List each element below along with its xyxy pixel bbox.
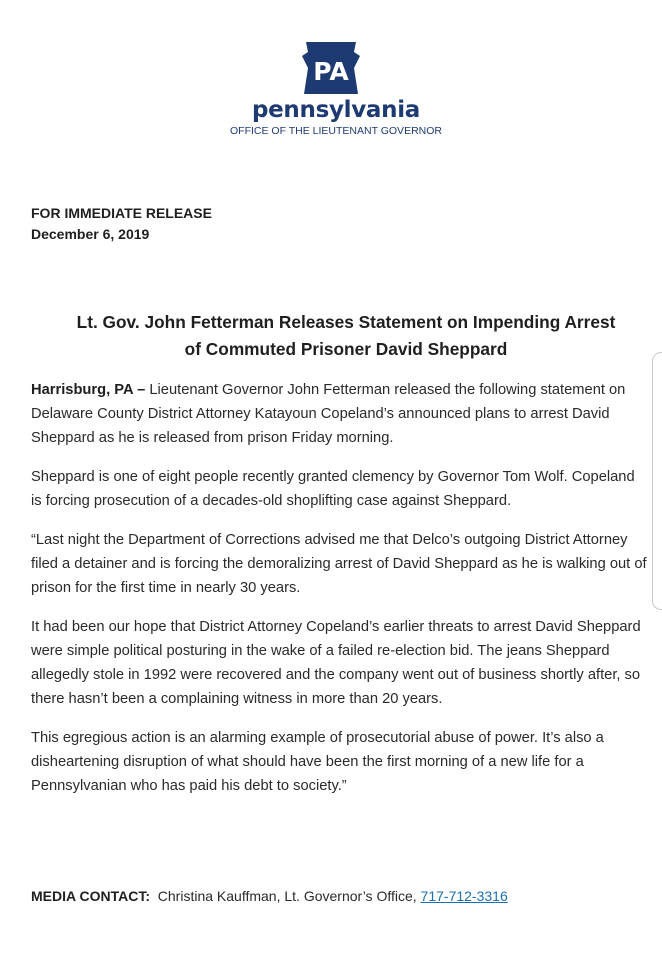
paragraph-1-text: Lieutenant Governor John Fetterman released the following statement on Delaware County District Attorney Katayoun Copeland’s announced plans to arrest David Sheppard as he is released from prison Friday morning. — [31, 382, 626, 446]
keystone-logo-icon — [302, 42, 360, 94]
media-contact-label: MEDIA CONTACT: — [31, 888, 150, 904]
media-contact-phone-link[interactable]: 717-712-3316 — [420, 888, 508, 904]
paragraph-4: It had been our hope that District Attorney Copeland’s earlier threats to arrest David Sheppard were simple political posturing in the wake of a failed re-election bid. The jeans Sheppard allegedly stole in 1992 were recovered and the company went out of business shortly after, so there hasn’t been a complaining witness in more than 20 years. — [31, 619, 641, 707]
headline — [30, 309, 662, 363]
logo-office-name: OFFICE OF THE LIEUTENANT GOVERNOR — [230, 125, 442, 137]
media-contact-name: Christina Kauffman, Lt. Governor’s Office, — [157, 888, 417, 904]
paragraph-3: “Last night the Department of Corrections advised me that Delco’s outgoing District Attorney filed a detainer and is forcing the demoralizing arrest of David Sheppard as he is walking out of prison for the first time in nearly 30 years. — [31, 532, 647, 596]
scroll-edge-handle[interactable] — [652, 352, 662, 610]
paragraph-1 — [31, 378, 647, 450]
release-label: FOR IMMEDIATE RELEASE — [31, 205, 212, 221]
paragraph-2: Sheppard is one of eight people recently granted clemency by Governor Tom Wolf. Copeland is forcing prosecution of a decades-old shoplifting case against Sheppard. — [31, 469, 635, 509]
press-release-body — [31, 378, 647, 813]
media-contact — [31, 885, 508, 907]
headline-line-2: of Commuted Prisoner David Sheppard — [184, 339, 508, 359]
logo-badge-text: PA — [313, 57, 349, 86]
headline-line-1: Lt. Gov. John Fetterman Releases Statement on Impending Arrest — [76, 312, 616, 332]
pa-logo — [0, 42, 662, 137]
logo-wordmark: pennsylvania — [251, 97, 421, 123]
paragraph-5: This egregious action is an alarming example of prosecutorial abuse of power. It’s also a disheartening disruption of what should have been the first morning of a new life for a Pennsylvanian who has paid his debt to society.” — [31, 730, 604, 794]
dateline: Harrisburg, PA – — [31, 382, 146, 398]
release-info — [31, 203, 212, 245]
release-date: December 6, 2019 — [31, 226, 150, 242]
